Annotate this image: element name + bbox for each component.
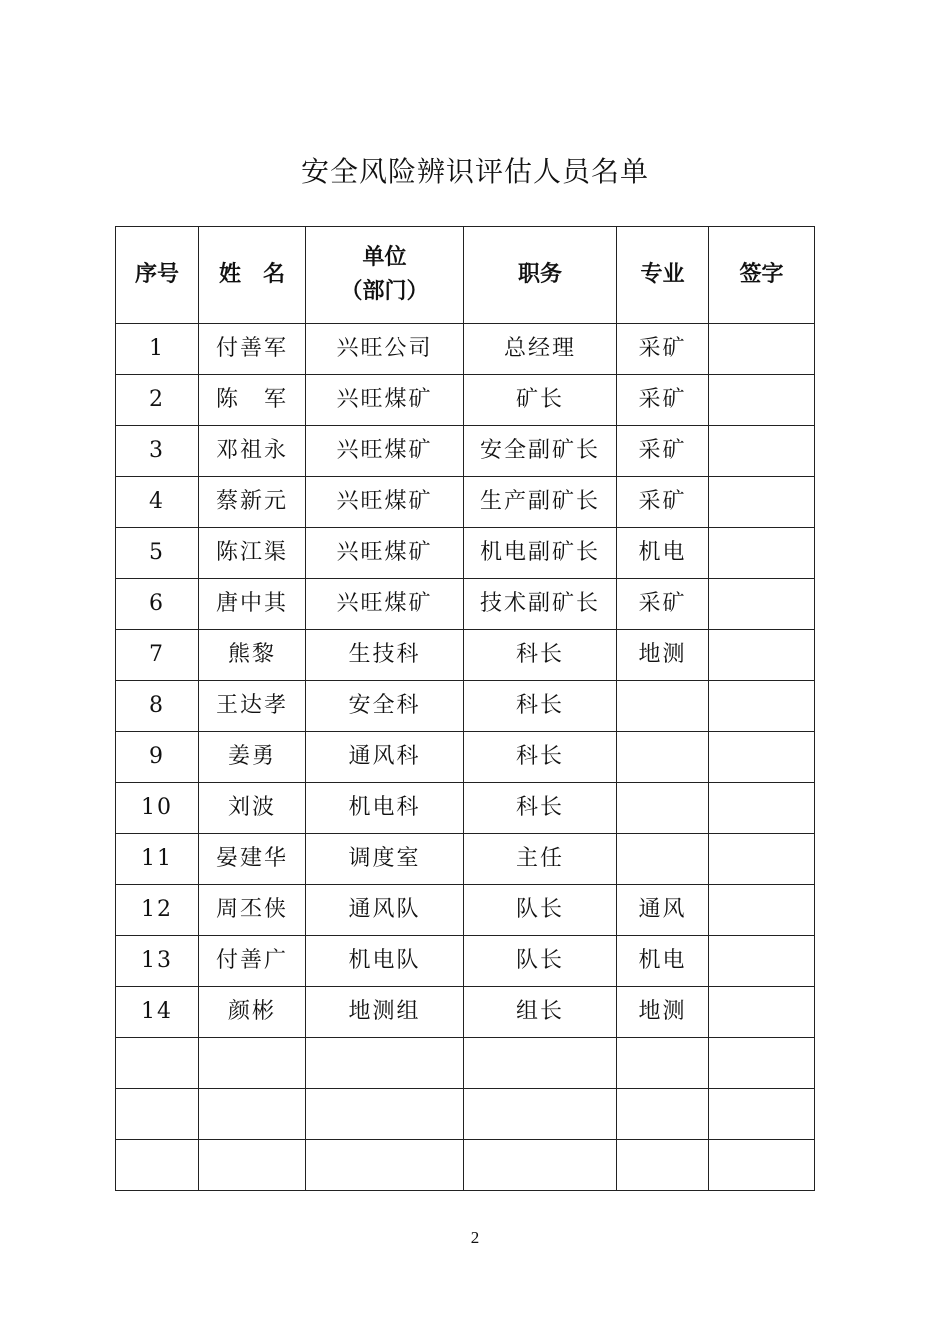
cell-signature [709, 885, 815, 936]
cell-seq: 8 [116, 681, 199, 732]
cell-position [464, 1038, 617, 1089]
table-row [116, 885, 815, 936]
table-row [116, 579, 815, 630]
header-name: 姓 名 [199, 227, 306, 324]
cell-name: 熊黎 [199, 630, 306, 681]
cell-signature [709, 1089, 815, 1140]
cell-signature [709, 783, 815, 834]
cell-seq: 12 [116, 885, 199, 936]
cell-seq: 14 [116, 987, 199, 1038]
table-row [116, 477, 815, 528]
cell-name: 蔡新元 [199, 477, 306, 528]
cell-name: 陈 军 [199, 375, 306, 426]
table-row [116, 783, 815, 834]
cell-seq: 2 [116, 375, 199, 426]
cell-specialty: 采矿 [617, 426, 709, 477]
cell-specialty [617, 1089, 709, 1140]
cell-specialty: 地测 [617, 630, 709, 681]
cell-specialty: 机电 [617, 936, 709, 987]
header-unit [306, 227, 464, 324]
cell-position: 矿长 [464, 375, 617, 426]
cell-specialty: 采矿 [617, 324, 709, 375]
cell-unit: 生技科 [306, 630, 464, 681]
table-row [116, 1140, 815, 1191]
table-row [116, 732, 815, 783]
cell-seq: 13 [116, 936, 199, 987]
header-unit-line1: 单位 [362, 245, 407, 270]
cell-seq [116, 1089, 199, 1140]
cell-unit: 兴旺公司 [306, 324, 464, 375]
cell-signature [709, 732, 815, 783]
cell-specialty [617, 732, 709, 783]
cell-name: 晏建华 [199, 834, 306, 885]
cell-signature [709, 936, 815, 987]
cell-seq: 7 [116, 630, 199, 681]
cell-name: 姜勇 [199, 732, 306, 783]
cell-position: 队长 [464, 936, 617, 987]
cell-unit: 地测组 [306, 987, 464, 1038]
cell-specialty [617, 681, 709, 732]
cell-unit [306, 1140, 464, 1191]
cell-name [199, 1089, 306, 1140]
cell-unit [306, 1038, 464, 1089]
cell-position: 科长 [464, 783, 617, 834]
cell-specialty: 地测 [617, 987, 709, 1038]
cell-seq [116, 1038, 199, 1089]
table-row [116, 681, 815, 732]
cell-unit: 通风队 [306, 885, 464, 936]
cell-signature [709, 324, 815, 375]
table-header [116, 227, 815, 324]
table-row [116, 834, 815, 885]
cell-specialty [617, 783, 709, 834]
cell-signature [709, 528, 815, 579]
cell-name: 陈江渠 [199, 528, 306, 579]
cell-position: 科长 [464, 630, 617, 681]
cell-name [199, 1038, 306, 1089]
cell-position [464, 1140, 617, 1191]
cell-unit: 兴旺煤矿 [306, 579, 464, 630]
cell-specialty: 通风 [617, 885, 709, 936]
cell-seq [116, 1140, 199, 1191]
cell-name: 周丕侠 [199, 885, 306, 936]
cell-unit: 兴旺煤矿 [306, 528, 464, 579]
cell-position: 科长 [464, 732, 617, 783]
cell-seq: 10 [116, 783, 199, 834]
table-header-row [116, 227, 815, 324]
cell-name: 颜彬 [199, 987, 306, 1038]
cell-unit: 安全科 [306, 681, 464, 732]
table-row [116, 1089, 815, 1140]
cell-specialty: 采矿 [617, 375, 709, 426]
cell-specialty [617, 834, 709, 885]
cell-position: 机电副矿长 [464, 528, 617, 579]
cell-position: 总经理 [464, 324, 617, 375]
cell-unit: 兴旺煤矿 [306, 477, 464, 528]
cell-name: 付善军 [199, 324, 306, 375]
table-row [116, 987, 815, 1038]
cell-specialty [617, 1038, 709, 1089]
cell-unit [306, 1089, 464, 1140]
cell-signature [709, 987, 815, 1038]
header-specialty: 专业 [617, 227, 709, 324]
header-unit-line2: （部门） [340, 279, 429, 304]
cell-position: 安全副矿长 [464, 426, 617, 477]
cell-specialty: 采矿 [617, 477, 709, 528]
personnel-table [115, 226, 815, 1191]
cell-position: 主任 [464, 834, 617, 885]
cell-position: 组长 [464, 987, 617, 1038]
table-row [116, 630, 815, 681]
cell-specialty: 机电 [617, 528, 709, 579]
cell-signature [709, 630, 815, 681]
cell-position: 技术副矿长 [464, 579, 617, 630]
cell-name: 刘波 [199, 783, 306, 834]
cell-signature [709, 1140, 815, 1191]
cell-signature [709, 579, 815, 630]
cell-name: 王达孝 [199, 681, 306, 732]
cell-signature [709, 477, 815, 528]
cell-name: 邓祖永 [199, 426, 306, 477]
table-row [116, 528, 815, 579]
cell-seq: 11 [116, 834, 199, 885]
page-number: 2 [470, 1228, 480, 1247]
table-row [116, 324, 815, 375]
cell-unit: 兴旺煤矿 [306, 375, 464, 426]
cell-specialty: 采矿 [617, 579, 709, 630]
header-position: 职务 [464, 227, 617, 324]
header-signature: 签字 [709, 227, 815, 324]
table-row [116, 375, 815, 426]
cell-name: 付善广 [199, 936, 306, 987]
cell-signature [709, 1038, 815, 1089]
cell-seq: 6 [116, 579, 199, 630]
cell-specialty [617, 1140, 709, 1191]
cell-name: 唐中其 [199, 579, 306, 630]
page-title: 安全风险辨识评估人员名单 [300, 155, 649, 188]
cell-unit: 通风科 [306, 732, 464, 783]
cell-seq: 5 [116, 528, 199, 579]
table-row [116, 936, 815, 987]
cell-seq: 9 [116, 732, 199, 783]
cell-signature [709, 681, 815, 732]
cell-position: 队长 [464, 885, 617, 936]
cell-unit: 机电队 [306, 936, 464, 987]
cell-unit: 机电科 [306, 783, 464, 834]
cell-unit: 调度室 [306, 834, 464, 885]
cell-seq: 3 [116, 426, 199, 477]
cell-position: 科长 [464, 681, 617, 732]
cell-signature [709, 426, 815, 477]
table-row [116, 426, 815, 477]
table-row [116, 1038, 815, 1089]
cell-unit: 兴旺煤矿 [306, 426, 464, 477]
cell-seq: 4 [116, 477, 199, 528]
cell-signature [709, 375, 815, 426]
cell-seq: 1 [116, 324, 199, 375]
cell-position: 生产副矿长 [464, 477, 617, 528]
cell-position [464, 1089, 617, 1140]
cell-name [199, 1140, 306, 1191]
table-body [116, 324, 815, 1191]
header-seq: 序号 [116, 227, 199, 324]
cell-signature [709, 834, 815, 885]
